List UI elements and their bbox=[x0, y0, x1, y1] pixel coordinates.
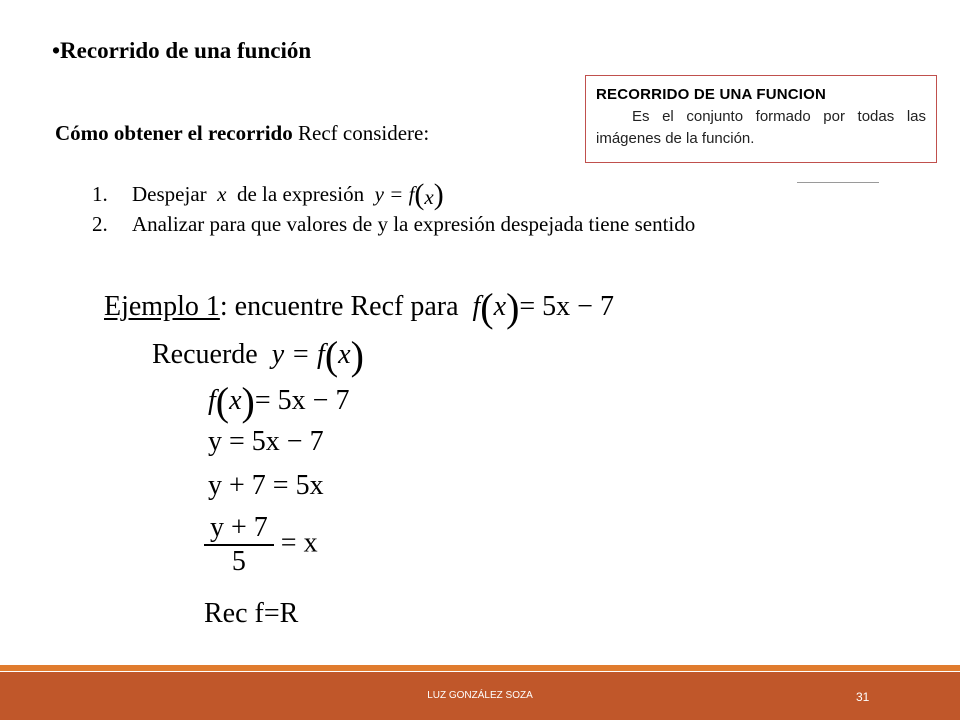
equation-lhs: f(x) bbox=[208, 379, 255, 424]
slide-title: •Recorrido de una función bbox=[52, 38, 312, 63]
example-title-rest: : encuentre Recf para bbox=[219, 291, 459, 322]
fraction-denominator: 5 bbox=[231, 546, 246, 577]
equation-line-3: y + 7 = 5x bbox=[208, 470, 324, 501]
result-line: Rec f=R bbox=[204, 598, 299, 629]
method-intro-rest: Recf considere: bbox=[292, 121, 430, 145]
example-title: Ejemplo 1 bbox=[104, 291, 220, 322]
step-expression: y = f bbox=[374, 182, 415, 206]
fraction bbox=[204, 514, 274, 576]
step-text-b: de la expresión bbox=[236, 182, 365, 206]
step-expression-paren: (x) bbox=[414, 178, 444, 211]
method-step-1 bbox=[92, 178, 444, 212]
step-number: 2. bbox=[92, 212, 108, 236]
equation-line-1 bbox=[208, 379, 350, 424]
fraction-rhs: = x bbox=[280, 527, 318, 559]
equation-rhs: = 5x − 7 bbox=[254, 385, 350, 416]
footer-accent-bar bbox=[0, 665, 960, 671]
page-number: 31 bbox=[856, 690, 870, 704]
step-variable: x bbox=[217, 182, 227, 206]
equation-line-fraction bbox=[204, 514, 318, 576]
step-number: 1. bbox=[92, 182, 108, 206]
fraction-numerator: y + 7 bbox=[204, 514, 274, 546]
example-header bbox=[104, 285, 614, 330]
step-text-a: Despejar bbox=[132, 182, 207, 206]
recuerde-expr: y = f(x) bbox=[271, 333, 364, 378]
recuerde-label: Recuerde bbox=[152, 339, 258, 370]
method-intro-bold: Cómo obtener el recorrido bbox=[55, 121, 293, 145]
step-text: Analizar para que valores de y la expresión despejada tiene sentido bbox=[132, 212, 696, 236]
definition-body: Es el conjunto formado por todas las imágenes de la función. bbox=[596, 108, 926, 147]
divider-line bbox=[797, 182, 879, 183]
definition-box bbox=[585, 75, 937, 163]
equation-line-2: y = 5x − 7 bbox=[208, 426, 324, 457]
footer-author: LUZ GONZÁLEZ SOZA bbox=[427, 690, 533, 701]
example-func-rhs: = 5x − 7 bbox=[519, 291, 614, 322]
definition-heading: RECORRIDO DE UNA FUNCION bbox=[596, 86, 827, 103]
method-step-2 bbox=[92, 212, 695, 237]
method-intro bbox=[55, 121, 429, 146]
recuerde-line bbox=[152, 333, 364, 378]
example-func: f(x) bbox=[472, 285, 520, 330]
